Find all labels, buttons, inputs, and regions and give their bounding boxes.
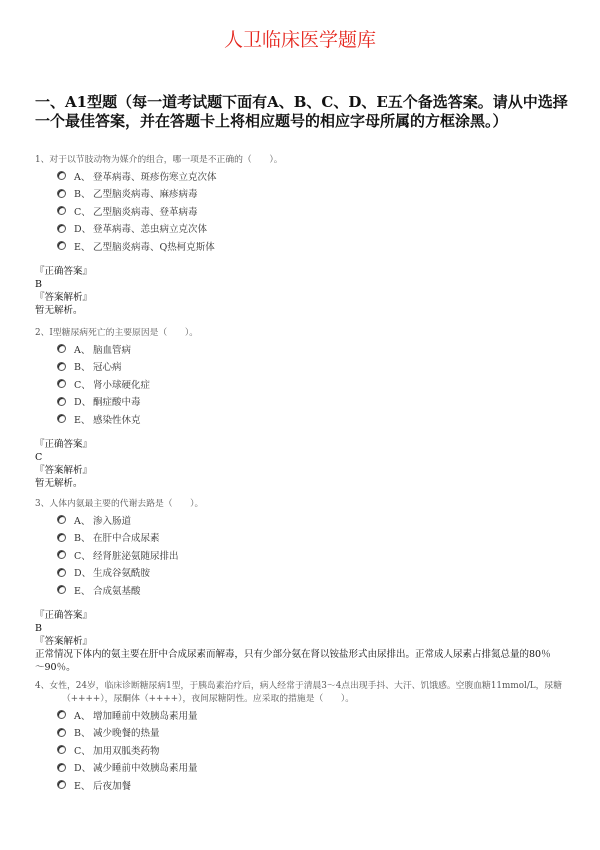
option-label: B、 xyxy=(74,189,91,201)
option-a[interactable] xyxy=(35,167,575,185)
option-e[interactable] xyxy=(35,776,575,794)
option-text: 乙型脑炎病毒、Q热柯克斯体 xyxy=(93,241,215,253)
option-text: 登革病毒、恙虫病立克次体 xyxy=(93,224,208,236)
option-b[interactable] xyxy=(35,724,575,742)
radio-icon[interactable] xyxy=(57,745,66,754)
radio-icon[interactable] xyxy=(57,206,66,215)
question-4 xyxy=(35,680,575,794)
option-text: 在肝中合成尿素 xyxy=(93,533,160,545)
option-c[interactable] xyxy=(35,202,575,220)
options-list xyxy=(35,706,575,794)
question-stem-line: 3、人体内氨最主要的代谢去路是（ ）。 xyxy=(35,499,204,509)
analysis-text: ～90％。 xyxy=(35,661,76,673)
option-text: 增加睡前中效胰岛素用量 xyxy=(93,710,198,722)
options-list xyxy=(35,511,575,599)
option-label: D、 xyxy=(74,397,92,409)
radio-icon[interactable] xyxy=(57,515,66,524)
option-text: 乙型脑炎病毒、麻疹病毒 xyxy=(93,189,198,201)
radio-icon[interactable] xyxy=(57,568,66,577)
page-title: 人卫临床医学题库 xyxy=(223,29,376,51)
question-stem xyxy=(35,327,575,340)
radio-icon[interactable] xyxy=(57,362,66,371)
option-label: C、 xyxy=(74,550,91,562)
question-1 xyxy=(35,154,575,317)
option-e[interactable] xyxy=(35,237,575,255)
radio-icon[interactable] xyxy=(57,397,66,406)
correct-answer: C xyxy=(35,451,43,463)
analysis-text: 正常情况下体内的氨主要在肝中合成尿素而解毒，只有少部分氨在肾以铵盐形式由尿排出。正常成人尿素占排氮总量的80％ xyxy=(35,648,551,660)
option-text: 加用双胍类药物 xyxy=(93,745,160,757)
correct-answer-label: 『正确答案』 xyxy=(35,609,93,621)
correct-answer: B xyxy=(35,278,42,290)
correct-answer-label: 『正确答案』 xyxy=(35,265,93,277)
radio-icon[interactable] xyxy=(57,763,66,772)
section-heading xyxy=(35,93,575,131)
option-label: A、 xyxy=(74,710,91,722)
option-label: B、 xyxy=(74,533,91,545)
radio-icon[interactable] xyxy=(57,414,66,423)
question-3 xyxy=(35,498,575,674)
option-label: A、 xyxy=(74,344,91,356)
option-label: D、 xyxy=(74,568,92,580)
radio-icon[interactable] xyxy=(57,550,66,559)
option-d[interactable] xyxy=(35,759,575,777)
option-a[interactable] xyxy=(35,706,575,724)
answer-section xyxy=(35,609,575,674)
option-label: D、 xyxy=(74,763,92,775)
option-label: A、 xyxy=(74,515,91,527)
answer-section xyxy=(35,265,575,317)
option-a[interactable] xyxy=(35,340,575,358)
question-stem xyxy=(35,154,575,167)
option-c[interactable] xyxy=(35,546,575,564)
option-text: 冠心病 xyxy=(93,362,122,374)
option-label: C、 xyxy=(74,745,91,757)
analysis-text: 暂无解析。 xyxy=(35,477,83,489)
question-stem-line: 1、对于以节肢动物为媒介的组合，哪一项是不正确的（ ）。 xyxy=(35,155,283,165)
answer-section xyxy=(35,438,575,490)
option-label: E、 xyxy=(74,414,91,426)
option-text: 减少晚餐的热量 xyxy=(93,728,160,740)
option-text: 生成谷氨酰胺 xyxy=(93,568,151,580)
question-stem xyxy=(35,498,575,511)
option-text: 减少睡前中效胰岛素用量 xyxy=(93,763,198,775)
radio-icon[interactable] xyxy=(57,533,66,542)
option-b[interactable] xyxy=(35,529,575,547)
analysis-text: 暂无解析。 xyxy=(35,304,83,316)
option-e[interactable] xyxy=(35,581,575,599)
option-text: 脑血管病 xyxy=(93,344,132,356)
radio-icon[interactable] xyxy=(57,585,66,594)
option-text: 登革病毒、斑疹伤寒立克次体 xyxy=(93,171,217,183)
option-c[interactable] xyxy=(35,375,575,393)
options-list xyxy=(35,167,575,255)
option-label: C、 xyxy=(74,206,91,218)
analysis-label: 『答案解析』 xyxy=(35,635,93,647)
option-label: B、 xyxy=(74,728,91,740)
radio-icon[interactable] xyxy=(57,224,66,233)
radio-icon[interactable] xyxy=(57,780,66,789)
option-text: 感染性休克 xyxy=(93,414,141,426)
question-stem-line: （++++），尿酮体（++++），夜间尿糖阴性。应采取的措施是（ ）。 xyxy=(62,694,355,704)
option-d[interactable] xyxy=(35,564,575,582)
section-heading-line: 一、A1型题（每一道考试题下面有A、B、C、D、E五个备选答案。请从中选择 xyxy=(35,93,568,111)
radio-icon[interactable] xyxy=(57,344,66,353)
option-d[interactable] xyxy=(35,393,575,411)
option-text: 肾小球硬化症 xyxy=(93,379,151,391)
option-label: B、 xyxy=(74,362,91,374)
analysis-label: 『答案解析』 xyxy=(35,291,93,303)
option-text: 合成氨基酸 xyxy=(93,585,141,597)
option-a[interactable] xyxy=(35,511,575,529)
option-text: 渗入肠道 xyxy=(93,515,132,527)
option-c[interactable] xyxy=(35,741,575,759)
radio-icon[interactable] xyxy=(57,241,66,250)
question-stem-line: 4、女性，24岁，临床诊断糖尿病1型，于胰岛素治疗后，病人经常于清晨3～4点出现手抖、大汗、饥饿感。空腹血糖11mmol/L，尿糖 xyxy=(35,681,563,691)
option-label: C、 xyxy=(74,379,91,391)
option-text: 酮症酸中毒 xyxy=(93,397,141,409)
option-label: A、 xyxy=(74,171,91,183)
correct-answer: B xyxy=(35,622,42,634)
option-b[interactable] xyxy=(35,185,575,203)
option-text: 乙型脑炎病毒、登革病毒 xyxy=(93,206,198,218)
option-text: 经肾脏泌氨随尿排出 xyxy=(93,550,179,562)
option-label: E、 xyxy=(74,780,91,792)
option-label: E、 xyxy=(74,241,91,253)
question-stem-line: 2、I型糖尿病死亡的主要原因是（ ）。 xyxy=(35,328,199,338)
option-text: 后夜加餐 xyxy=(93,780,132,792)
analysis-label: 『答案解析』 xyxy=(35,464,93,476)
question-stem xyxy=(35,680,575,706)
option-label: E、 xyxy=(74,585,91,597)
correct-answer-label: 『正确答案』 xyxy=(35,438,93,450)
radio-icon[interactable] xyxy=(57,171,66,180)
radio-icon[interactable] xyxy=(57,710,66,719)
option-b[interactable] xyxy=(35,358,575,376)
option-label: D、 xyxy=(74,224,92,236)
radio-icon[interactable] xyxy=(57,189,66,198)
option-d[interactable] xyxy=(35,220,575,238)
radio-icon[interactable] xyxy=(57,379,66,388)
question-2 xyxy=(35,327,575,490)
section-heading-line: 一个最佳答案，并在答题卡上将相应题号的相应字母所属的方框涂黑。） xyxy=(35,112,508,130)
radio-icon[interactable] xyxy=(57,728,66,737)
option-e[interactable] xyxy=(35,410,575,428)
options-list xyxy=(35,340,575,428)
